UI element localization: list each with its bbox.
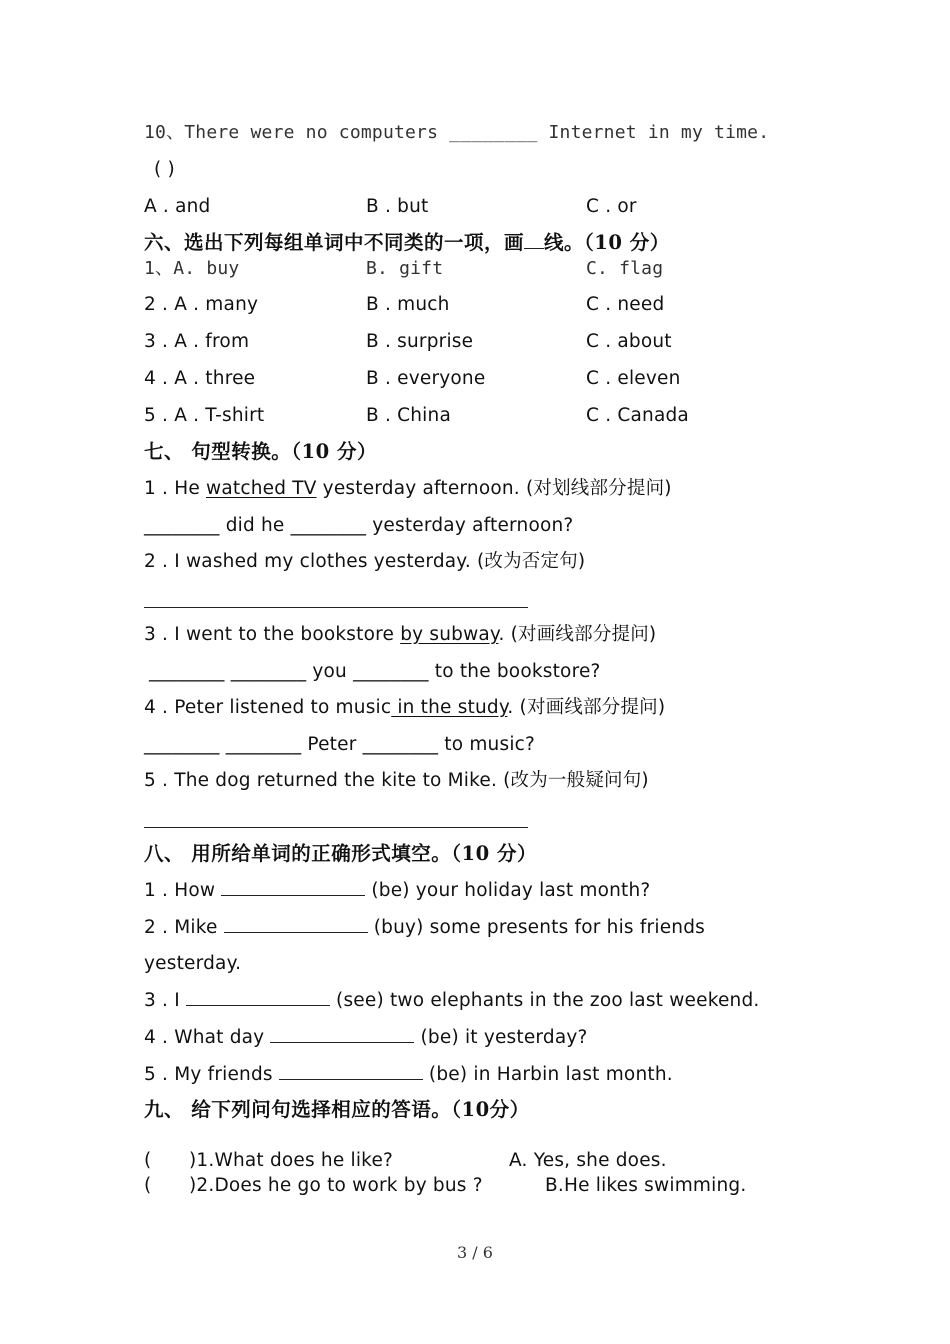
section-6-title-tail: 线。（10 分） — [544, 231, 670, 254]
s7-question-5: 5 . The dog returned the kite to Mike. (改为一般疑问句) — [144, 770, 649, 791]
option-a: A . and — [144, 196, 211, 217]
paren: ( — [144, 1150, 152, 1171]
option-c: C . or — [586, 196, 637, 217]
option-b: B . everyone — [366, 368, 486, 389]
blank: ________ — [144, 515, 220, 536]
underlined-phrase: by subway — [400, 624, 499, 645]
blank — [186, 988, 330, 1006]
s8-question-2 — [144, 915, 705, 940]
option-a: 1、A. buy — [144, 258, 240, 279]
text: . (对画线部分提问) — [507, 697, 666, 718]
text: 4 . What day — [144, 1027, 271, 1048]
text: (be) your holiday last month? — [365, 880, 651, 901]
blank — [221, 878, 365, 896]
text: to music? — [438, 734, 536, 755]
section-6-title — [144, 231, 670, 255]
blank: ________ — [144, 734, 220, 755]
option-a: 4 . A . three — [144, 368, 256, 389]
text: . (对画线部分提问) — [498, 624, 657, 645]
option-c: C . about — [586, 331, 672, 352]
option-c: C . Canada — [586, 405, 689, 426]
text: yesterday afternoon? — [366, 515, 574, 536]
blank: ________ — [362, 734, 439, 755]
s8-question-1 — [144, 878, 650, 903]
s7-question-1 — [144, 477, 672, 501]
text: to the bookstore? — [428, 661, 601, 682]
s7-question-4 — [144, 696, 665, 720]
text: 3 . I went to the bookstore — [144, 624, 401, 645]
s7-answer-4 — [144, 733, 535, 757]
blank: ________ — [149, 661, 225, 682]
option-c: C . need — [586, 294, 665, 315]
blank: ________ — [230, 661, 307, 682]
underlined-phrase: in the study — [391, 697, 508, 718]
blank — [224, 915, 368, 933]
s7-question-3 — [144, 623, 656, 647]
underline-blank — [524, 231, 544, 249]
text: 4 . Peter listened to music — [144, 697, 392, 718]
text: 5 . My friends — [144, 1064, 279, 1085]
text: 3 . I — [144, 990, 186, 1011]
option-b: B . much — [366, 294, 450, 315]
section-7-title: 七、 句型转换。（10 分） — [144, 440, 377, 463]
blank: ________ — [353, 661, 429, 682]
option-a: 3 . A . from — [144, 331, 250, 352]
text: (see) two elephants in the zoo last weekend. — [329, 990, 760, 1011]
answer: B.He likes swimming. — [545, 1175, 747, 1196]
s8-question-5 — [144, 1062, 673, 1087]
text: Peter — [301, 734, 363, 755]
option-c: C . eleven — [586, 368, 681, 389]
text: yesterday afternoon. (对划线部分提问) — [316, 478, 672, 499]
option-c: C. flag — [586, 258, 664, 279]
text: did he — [219, 515, 291, 536]
option-b: B. gift — [366, 258, 444, 279]
section-6-title-text: 六、选出下列每组单词中不同类的一项，画 — [144, 231, 525, 254]
question-10: 10、There were no computers ________ Internet in my time. — [144, 122, 770, 143]
s8-question-2-cont: yesterday. — [144, 953, 242, 974]
blank: ________ — [290, 515, 367, 536]
text: 1 . He — [144, 478, 206, 499]
s7-answer-1 — [144, 514, 573, 538]
text: you — [306, 661, 354, 682]
underlined-phrase: watched TV — [206, 478, 317, 499]
option-a: 5 . A . T-shirt — [144, 405, 265, 426]
option-a: 2 . A . many — [144, 294, 259, 315]
option-b: B . but — [366, 196, 429, 217]
blank — [279, 1062, 423, 1080]
s8-question-4 — [144, 1025, 588, 1050]
option-b: B . surprise — [366, 331, 474, 352]
answer-line — [144, 827, 528, 828]
option-b: B . China — [366, 405, 451, 426]
s8-question-3 — [144, 988, 760, 1013]
section-9-title: 九、 给下列问句选择相应的答语。（10分） — [144, 1098, 530, 1121]
blank — [270, 1025, 414, 1043]
s7-question-2: 2 . I washed my clothes yesterday. (改为否定句) — [144, 551, 586, 572]
text: (be) it yesterday? — [414, 1027, 588, 1048]
text: (be) in Harbin last month. — [422, 1064, 673, 1085]
paren: ( — [144, 1175, 152, 1196]
question: )1.What does he like? — [189, 1150, 394, 1171]
answer-line — [144, 607, 528, 608]
s7-answer-3 — [149, 660, 601, 684]
section-8-title: 八、 用所给单词的正确形式填空。（10 分） — [144, 842, 537, 865]
question: )2.Does he go to work by bus ? — [189, 1175, 483, 1196]
page-number: 3 / 6 — [457, 1243, 493, 1262]
answer-paren: ( ) — [154, 159, 175, 180]
text: (buy) some presents for his friends — [367, 917, 705, 938]
text: 2 . Mike — [144, 917, 224, 938]
answer: A. Yes, she does. — [509, 1150, 667, 1171]
blank: ________ — [225, 734, 302, 755]
text: 1 . How — [144, 880, 222, 901]
